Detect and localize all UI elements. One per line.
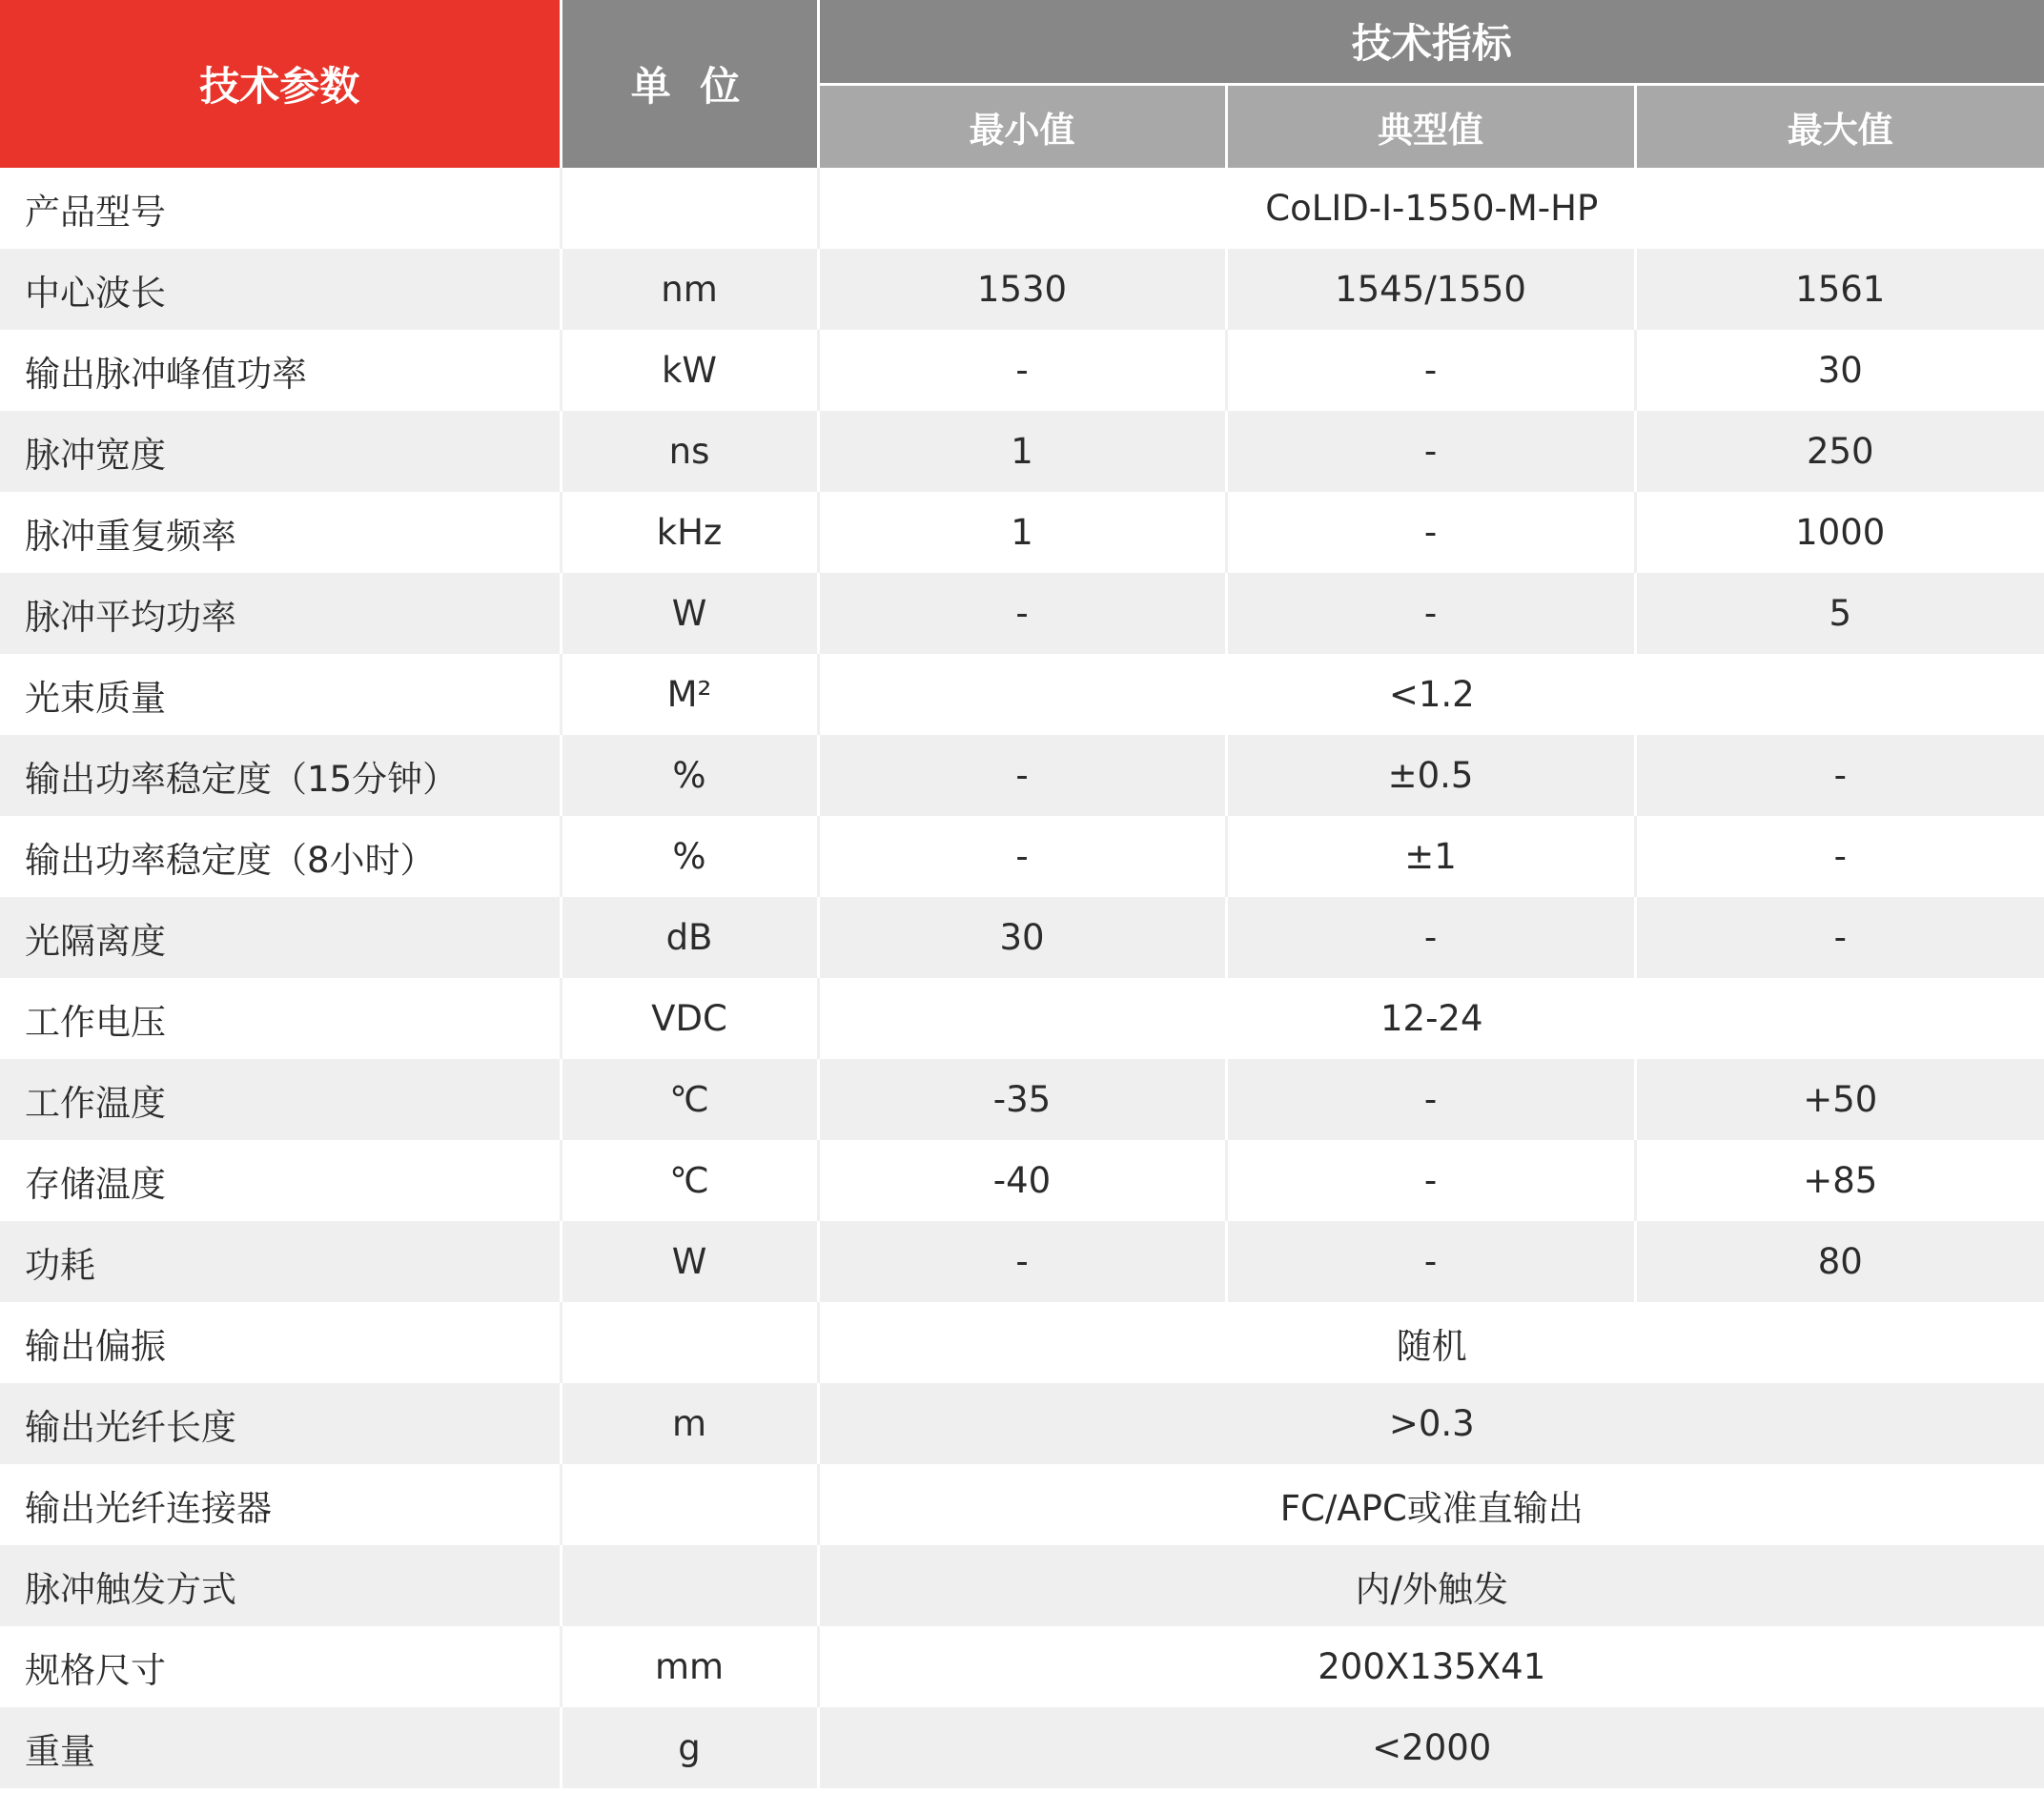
max-cell: - (1635, 735, 2044, 816)
max-cell: - (1635, 897, 2044, 978)
unit-cell: nm (561, 249, 818, 330)
unit-cell: W (561, 1221, 818, 1302)
header-max: 最大值 (1635, 84, 2044, 168)
merged-value-cell: CoLID-I-1550-M-HP (818, 168, 2044, 249)
merged-value-cell: 12-24 (818, 978, 2044, 1059)
table-row (0, 1302, 2044, 1383)
param-cell: 工作温度 (0, 1059, 561, 1140)
param-cell: 工作电压 (0, 978, 561, 1059)
table-row (0, 411, 2044, 492)
param-cell: 规格尺寸 (0, 1626, 561, 1707)
table-row (0, 249, 2044, 330)
merged-value-cell: 随机 (818, 1302, 2044, 1383)
param-cell: 输出脉冲峰值功率 (0, 330, 561, 411)
typ-cell: ±0.5 (1226, 735, 1635, 816)
header-unit: 单 位 (561, 0, 818, 168)
min-cell: - (818, 330, 1226, 411)
min-cell: 1530 (818, 249, 1226, 330)
max-cell: 250 (1635, 411, 2044, 492)
min-cell: - (818, 573, 1226, 654)
typ-cell: - (1226, 1059, 1635, 1140)
param-cell: 脉冲触发方式 (0, 1545, 561, 1626)
typ-cell: - (1226, 1140, 1635, 1221)
param-cell: 光隔离度 (0, 897, 561, 978)
param-cell: 脉冲平均功率 (0, 573, 561, 654)
max-cell: - (1635, 816, 2044, 897)
param-cell: 输出功率稳定度（8小时） (0, 816, 561, 897)
table-row (0, 168, 2044, 249)
typ-cell: - (1226, 1221, 1635, 1302)
unit-cell (561, 1545, 818, 1626)
table-row (0, 654, 2044, 735)
unit-cell: dB (561, 897, 818, 978)
unit-cell: % (561, 816, 818, 897)
typ-cell: - (1226, 330, 1635, 411)
unit-cell: kW (561, 330, 818, 411)
max-cell: +50 (1635, 1059, 2044, 1140)
min-cell: -40 (818, 1140, 1226, 1221)
unit-cell (561, 168, 818, 249)
header-spec: 技术指标 (818, 0, 2044, 84)
table-row (0, 492, 2044, 573)
table-row (0, 1545, 2044, 1626)
typ-cell: 1545/1550 (1226, 249, 1635, 330)
param-cell: 脉冲宽度 (0, 411, 561, 492)
unit-cell: ℃ (561, 1140, 818, 1221)
merged-value-cell: 内/外触发 (818, 1545, 2044, 1626)
min-cell: -35 (818, 1059, 1226, 1140)
unit-cell: g (561, 1707, 818, 1788)
table-row (0, 735, 2044, 816)
header-typ: 典型值 (1226, 84, 1635, 168)
table-row (0, 1140, 2044, 1221)
typ-cell: ±1 (1226, 816, 1635, 897)
param-cell: 输出光纤长度 (0, 1383, 561, 1464)
unit-cell (561, 1302, 818, 1383)
param-cell: 输出功率稳定度（15分钟） (0, 735, 561, 816)
max-cell: 1000 (1635, 492, 2044, 573)
unit-cell (561, 1464, 818, 1545)
table-row (0, 1707, 2044, 1788)
table-row (0, 1059, 2044, 1140)
table-row (0, 816, 2044, 897)
min-cell: - (818, 1221, 1226, 1302)
max-cell: 5 (1635, 573, 2044, 654)
min-cell: 1 (818, 411, 1226, 492)
typ-cell: - (1226, 492, 1635, 573)
param-cell: 存储温度 (0, 1140, 561, 1221)
table-row (0, 1626, 2044, 1707)
header-param: 技术参数 (0, 0, 561, 168)
param-cell: 输出偏振 (0, 1302, 561, 1383)
unit-cell: mm (561, 1626, 818, 1707)
merged-value-cell: >0.3 (818, 1383, 2044, 1464)
param-cell: 功耗 (0, 1221, 561, 1302)
param-cell: 中心波长 (0, 249, 561, 330)
merged-value-cell: <2000 (818, 1707, 2044, 1788)
param-cell: 光束质量 (0, 654, 561, 735)
unit-cell: VDC (561, 978, 818, 1059)
unit-cell: m (561, 1383, 818, 1464)
param-cell: 重量 (0, 1707, 561, 1788)
unit-cell: % (561, 735, 818, 816)
merged-value-cell: <1.2 (818, 654, 2044, 735)
unit-cell: kHz (561, 492, 818, 573)
max-cell: 80 (1635, 1221, 2044, 1302)
merged-value-cell: FC/APC或准直输出 (818, 1464, 2044, 1545)
param-cell: 脉冲重复频率 (0, 492, 561, 573)
max-cell: 1561 (1635, 249, 2044, 330)
table-body (0, 168, 2044, 1788)
table-row (0, 573, 2044, 654)
table-row (0, 978, 2044, 1059)
min-cell: 30 (818, 897, 1226, 978)
unit-cell: M² (561, 654, 818, 735)
min-cell: 1 (818, 492, 1226, 573)
merged-value-cell: 200X135X41 (818, 1626, 2044, 1707)
max-cell: +85 (1635, 1140, 2044, 1221)
min-cell: - (818, 735, 1226, 816)
table-row (0, 897, 2044, 978)
header-min: 最小值 (818, 84, 1226, 168)
typ-cell: - (1226, 411, 1635, 492)
unit-cell: ns (561, 411, 818, 492)
min-cell: - (818, 816, 1226, 897)
table-row (0, 1383, 2044, 1464)
param-cell: 产品型号 (0, 168, 561, 249)
table-row (0, 1221, 2044, 1302)
max-cell: 30 (1635, 330, 2044, 411)
typ-cell: - (1226, 897, 1635, 978)
table-header (0, 0, 2044, 168)
param-cell: 输出光纤连接器 (0, 1464, 561, 1545)
table-row (0, 330, 2044, 411)
unit-cell: W (561, 573, 818, 654)
table-row (0, 1464, 2044, 1545)
unit-cell: ℃ (561, 1059, 818, 1140)
typ-cell: - (1226, 573, 1635, 654)
